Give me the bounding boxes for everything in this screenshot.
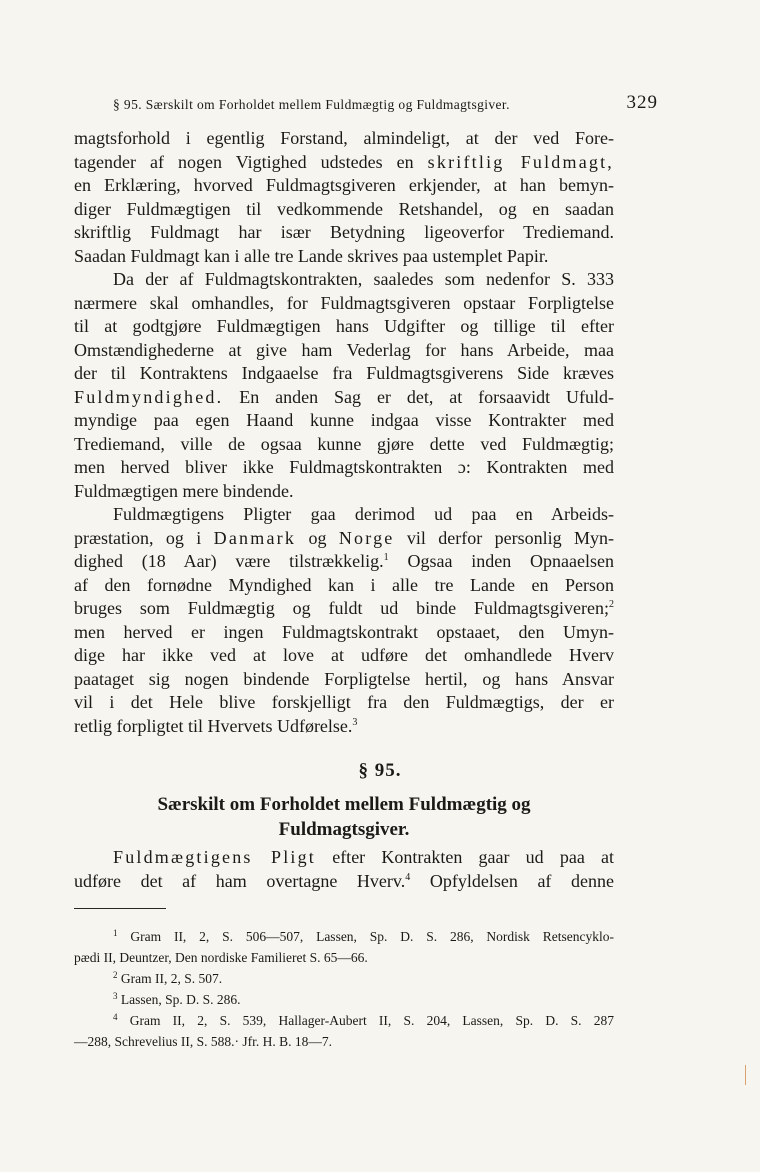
section-title-line: Særskilt om Forholdet mellem Fuldmægtig og [157,794,531,815]
footnote: $^4$ Gram II, 2, S. 539, Hallager-Aubert II, S. 204, Lassen, Sp. D. S. 287 [113,1012,614,1028]
section-body [74,846,614,893]
text-line: tagender af nogen Vigtighed udstedes en skriftlig Fuldmagt, [74,151,614,172]
footnote-ref: 1 [383,552,389,563]
text-line: vil i det Hele blive forskjelligt fra den Fuldmægtigs, der er [74,692,614,712]
text-line: dighed (18 Aar) være tilstrækkelig.$^1$ Ogsaa inden Opnaaelsen [74,551,615,571]
text-line: dige har ikke ved at love at udføre det omhandlede Hverv [74,645,614,665]
footnote-continuation: —288, Schrevelius II, S. 588.· Jfr. H. B. 18—7. [74,1034,332,1049]
text-line: men herved er ingen Fuldmagtskontrakt opstaaet, den Umyn- [74,621,614,642]
text-line: bruges som Fuldmægtig og fuldt ud binde Fuldmagtsgiveren;$^2$ [74,598,614,618]
spaced-emphasis: Fuldmægtigens Pligt [113,847,317,867]
text-line: nærmere skal omhandles, for Fuldmagtsgiveren opstaar Forpligtelse [74,292,614,313]
footnote: $^3$ Lassen, Sp. D. S. 286. [113,991,241,1007]
text-line: Trediemand, ville de ogsaa kunne gjøre dette ved Fuldmægtig; [74,433,614,454]
spaced-emphasis: Danmark [213,527,297,548]
footnote-ref: 2 [609,599,614,610]
spaced-emphasis: Norge [338,527,395,548]
text-line: myndige paa egen Haand kunne indgaa visse Kontrakter med [74,410,614,430]
footnotes [74,926,614,1052]
section-number: § 95. [358,760,402,781]
text-line: men herved bliver ikke Fuldmagtskontrakten ɔ: Kontrakten med [74,457,614,477]
text-line: skriftlig Fuldmagt har især Betydning ligeoverfor Trediemand. [74,222,614,242]
text-line: Fuldmægtigens Pligter gaa derimod ud paa en Arbeids- [113,504,614,524]
page-edge-mark [745,1065,746,1085]
text-line: Da der af Fuldmagtskontrakten, saaledes som nedenfor S. 333 [113,269,614,289]
body-text [74,127,614,738]
text-line: Saadan Fuldmagt kan i alle tre Lande skrives paa ustemplet Papir. [74,245,549,266]
text-line: diger Fuldmægtigen til vedkommende Retshandel, og en saadan [74,198,614,219]
spaced-emphasis: Fuldmyndighed. [74,386,224,407]
footnote-rule [74,908,166,909]
footnote: $^2$ Gram II, 2, S. 507. [113,970,223,986]
footnote-ref: 3 [352,716,358,728]
text-line: magtsforhold i egentlig Forstand, almindeligt, at der ved Fore- [74,128,614,148]
text-line: til at godtgjøre Fuldmægtigen hans Udgifter og tillige til efter [74,316,614,336]
footnote-ref: 4 [405,871,411,883]
text-line: Omstændighederne at give ham Vederlag for hans Arbeide, maa [74,339,614,360]
text-line: af den fornødne Myndighed kan i alle tre Lande en Person [74,574,614,595]
running-head [113,94,658,120]
running-head-title: § 95. Særskilt om Forholdet mellem Fuldmægtig og Fuldmagtsgiver. [113,97,510,112]
section-title-line: Fuldmagtsgiver. [278,819,410,840]
spaced-emphasis: skriftlig Fuldmagt, [427,151,614,172]
text-line: en Erklæring, hvorved Fuldmagtsgiveren erkjender, at han bemyn- [74,175,614,195]
text-line: præstation, og i Danmark og Norge vil derfor personlig Myn- [74,527,615,548]
footnote-continuation: pædi II, Deuntzer, Den nordiske Familieret S. 65—66. [74,950,368,965]
text-line: udføre det af ham overtagne Hverv.$^4$ Opfyldelsen af denne [74,870,615,891]
footnote: $^1$ Gram II, 2, S. 506—507, Lassen, Sp. D. S. 286, Nordisk Retsencyklo- [113,928,614,944]
page-number: 329 [626,92,658,113]
text-line: Fuldmægtigens Pligt efter Kontrakten gaar ud paa at [113,847,614,867]
text-line: Fuldmyndighed. En anden Sag er det, at forsaavidt Ufuld- [74,386,615,407]
section-title [74,792,614,842]
text-line: paataget sig nogen bindende Forpligtelse hertil, og hans Ansvar [74,668,614,689]
text-line: retlig forpligtet til Hvervets Udførelse.$^3$ [74,715,358,736]
text-line: der til Kontraktens Indgaaelse fra Fuldmagtsgiverens Side kræves [74,363,614,383]
text-line: Fuldmægtigen mere bindende. [74,480,294,501]
